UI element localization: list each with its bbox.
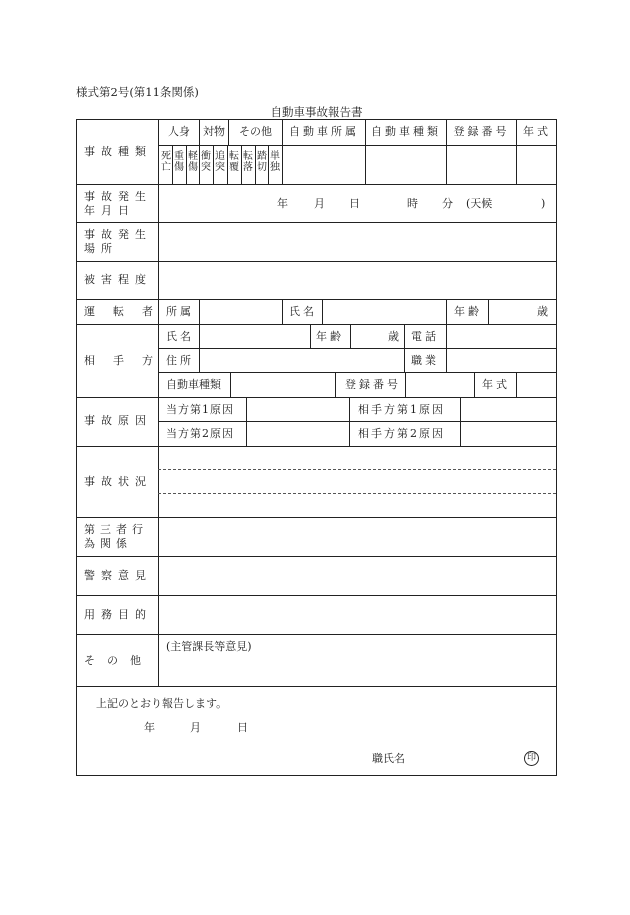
header-registration: 登録番号: [453, 125, 510, 138]
footer-statement: 上記のとおり報告します。: [96, 697, 228, 710]
datetime-month: 月: [314, 197, 325, 210]
label-occurrence-place: 事故発生場所: [84, 228, 152, 255]
datetime-year: 年: [277, 197, 288, 210]
label-third-party: 第三者行為関係: [84, 523, 148, 550]
subtype-railroad-crossing: 踏切: [257, 151, 267, 173]
other-party-occupation-label: 職業: [411, 354, 439, 367]
cause-own-second-label: 当方第2原因: [166, 427, 234, 440]
label-police: 警察意見: [84, 569, 152, 582]
header-vehicle-owner: 自動車所属: [289, 125, 359, 138]
other-party-registration-label: 登録番号: [345, 378, 401, 391]
datetime-weather-close: ): [541, 197, 546, 210]
subtype-fall: 転落: [243, 151, 253, 173]
header-vehicle-type: 自動車種類: [371, 125, 441, 138]
driver-name-label: 氏名: [289, 305, 317, 318]
datetime-hour: 時: [407, 197, 418, 210]
driver-age-label: 年齢: [454, 305, 482, 318]
footer-year: 年: [144, 721, 155, 734]
label-other-party: 相手方: [84, 354, 171, 367]
other-party-vehicle-type-label: 自動車種類: [166, 378, 221, 391]
seal-mark-icon: 印: [524, 751, 539, 766]
other-party-age-label: 年齢: [316, 330, 344, 343]
cause-own-first-label: 当方第1原因: [166, 403, 234, 416]
other-party-age-unit: 歳: [388, 330, 399, 343]
datetime-minute: 分: [442, 197, 453, 210]
subtype-serious-injury: 重傷: [174, 151, 184, 173]
label-occurrence-datetime: 事故発生年月日: [84, 190, 152, 217]
footer-month: 月: [190, 721, 201, 734]
datetime-weather-open: (天候: [466, 197, 493, 210]
subtype-collision: 衝突: [201, 151, 211, 173]
driver-age-unit: 歳: [537, 305, 548, 318]
driver-affiliation-label: 所属: [166, 305, 194, 318]
subtype-minor-injury: 軽傷: [188, 151, 198, 173]
cause-other-first-label: 相手方第1原因: [358, 403, 445, 416]
header-model-year: 年式: [523, 125, 551, 138]
form-reference: 様式第2号(第11条関係): [76, 85, 199, 99]
footer-day: 日: [237, 721, 248, 734]
cause-other-second-label: 相手方第2原因: [358, 427, 445, 440]
other-party-address-label: 住所: [166, 354, 194, 367]
other-party-model-year-label: 年式: [482, 378, 510, 391]
subtype-single: 単独: [270, 151, 280, 173]
footer-title-name: 職氏名: [372, 752, 405, 765]
form-title: 自動車事故報告書: [270, 105, 363, 119]
label-cause: 事故原因: [84, 414, 152, 427]
label-accident-type: 事故種類: [84, 145, 152, 158]
subtype-overturn: 転覆: [229, 151, 239, 173]
header-other: その他: [239, 125, 272, 138]
label-situation: 事故状況: [84, 475, 152, 488]
other-party-name-label: 氏名: [166, 330, 194, 343]
label-damage: 被害程度: [84, 273, 152, 286]
subtype-death: 死亡: [161, 151, 171, 173]
subtype-rear-end: 追突: [215, 151, 225, 173]
label-driver: 運転者: [84, 305, 171, 318]
other-party-phone-label: 電話: [411, 330, 439, 343]
other-note: (主管課長等意見): [166, 640, 252, 653]
label-purpose: 用務目的: [84, 608, 152, 621]
label-other: その他: [84, 654, 153, 667]
datetime-day: 日: [349, 197, 360, 210]
header-property: 対物: [203, 125, 225, 138]
header-personal: 人身: [168, 125, 190, 138]
